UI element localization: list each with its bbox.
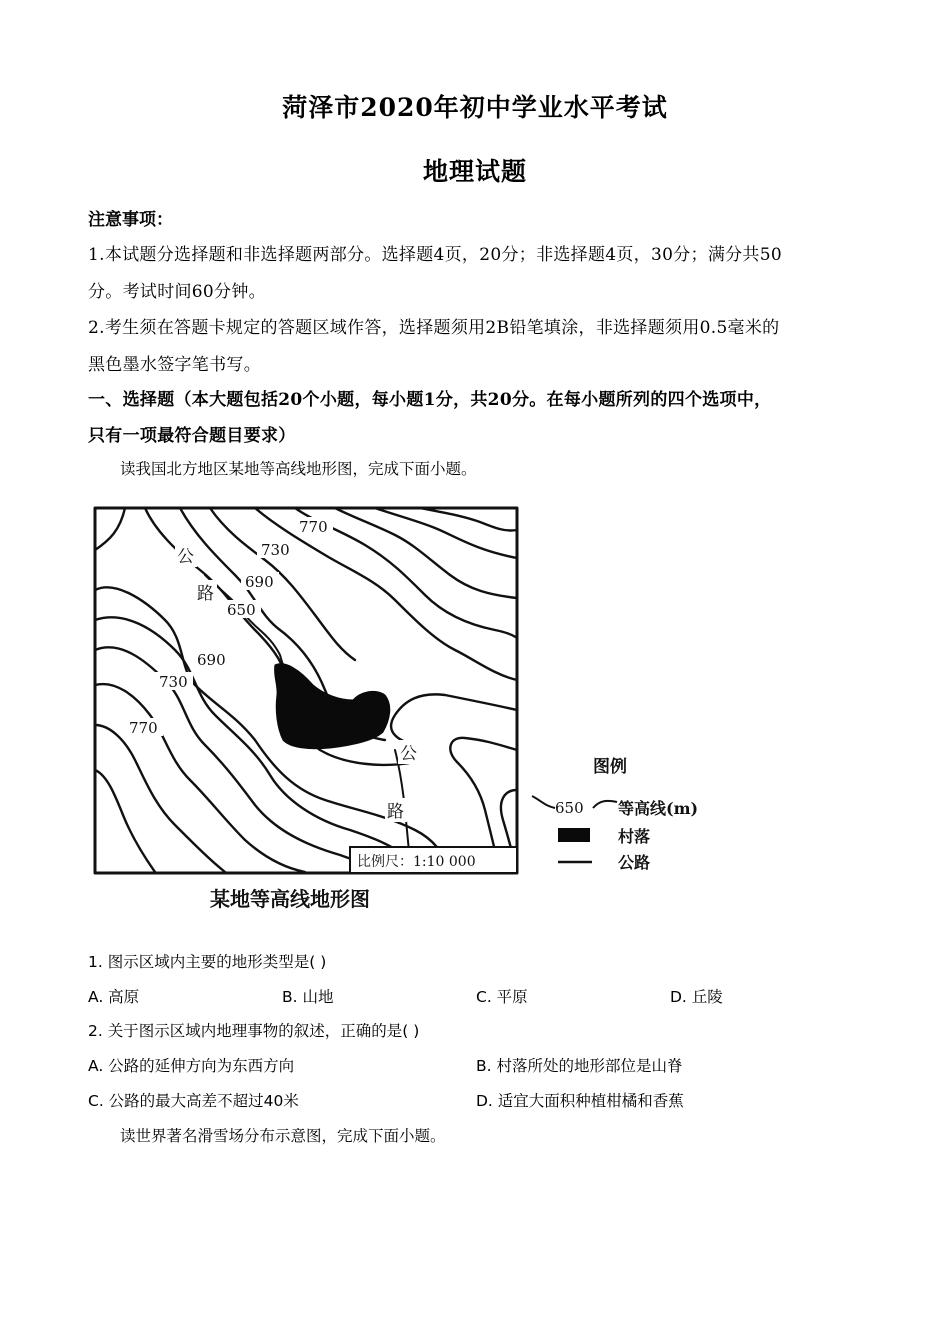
notice-1-line2: 分。考试时间60分钟。 [88,282,266,302]
legend-contour-label: 等高线(m) [618,799,699,818]
contour-label-690-left: 690 [197,651,226,669]
map-caption: 某地等高线地形图 [210,887,370,911]
notice-1-line1: 1.本试题分选择题和非选择题两部分。选择题4页，20分；非选择题4页，30分；满分共50 [88,245,782,265]
intro-question-group-1: 读我国北方地区某地等高线地形图，完成下面小题。 [120,460,477,478]
contour-label-730-left: 730 [159,673,188,691]
question-2-option-d[interactable]: D. 适宜大面积种植柑橘和香蕉 [476,1092,684,1110]
question-1-option-a[interactable]: A. 高原 [88,988,140,1006]
notice-heading: 注意事项： [88,210,173,230]
contour-label-730-top: 730 [261,541,290,559]
question-2-option-a[interactable]: A. 公路的延伸方向为东西方向 [88,1057,295,1075]
legend-road-label: 公路 [618,853,651,872]
contour-map-figure [85,500,715,925]
road-label-char-3: 公 [400,744,417,764]
legend-village-swatch [558,828,590,842]
village-area [275,664,390,749]
legend-contour-value: 650 [555,799,584,817]
road-label-char-1: 公 [177,547,194,567]
question-1-option-d[interactable]: D. 丘陵 [670,988,723,1006]
notice-2-line1: 2.考生须在答题卡规定的答题区域作答，选择题须用2B铅笔填涂，非选择题须用0.5毫米的 [88,318,780,338]
page-subtitle: 地理试题 [422,157,527,186]
page-title: 菏泽市2020年初中学业水平考试 [282,93,668,122]
section-heading-line2: 只有一项最符合题目要求） [88,426,296,446]
contour-label-770-top: 770 [299,518,328,536]
road-label-char-4: 路 [387,802,404,822]
contour-label-650: 650 [227,601,256,619]
question-2-stem: 2. 关于图示区域内地理事物的叙述，正确的是( ) [88,1022,420,1040]
notice-2-line2: 黑色墨水签字笔书写。 [88,355,261,375]
road-label-char-2: 路 [197,584,214,604]
contour-label-770-left: 770 [129,719,158,737]
question-2-option-c[interactable]: C. 公路的最大高差不超过40米 [88,1092,299,1110]
section-heading-line1: 一、选择题（本大题包括20个小题，每小题1分，共20分。在每小题所列的四个选项中， [88,390,772,410]
map-legend [532,756,698,872]
question-1-option-b[interactable]: B. 山地 [282,988,334,1006]
legend-village-label: 村落 [618,827,651,846]
contour-label-690-top: 690 [245,573,274,591]
intro-question-group-2: 读世界著名滑雪场分布示意图，完成下面小题。 [120,1127,446,1145]
question-2-option-b[interactable]: B. 村落所处的地形部位是山脊 [476,1057,683,1075]
question-1-option-c[interactable]: C. 平原 [476,988,528,1006]
legend-title: 图例 [593,757,627,777]
question-1-stem: 1. 图示区域内主要的地形类型是( ) [88,953,327,971]
map-scale: 比例尺：1:10 000 [357,854,476,870]
